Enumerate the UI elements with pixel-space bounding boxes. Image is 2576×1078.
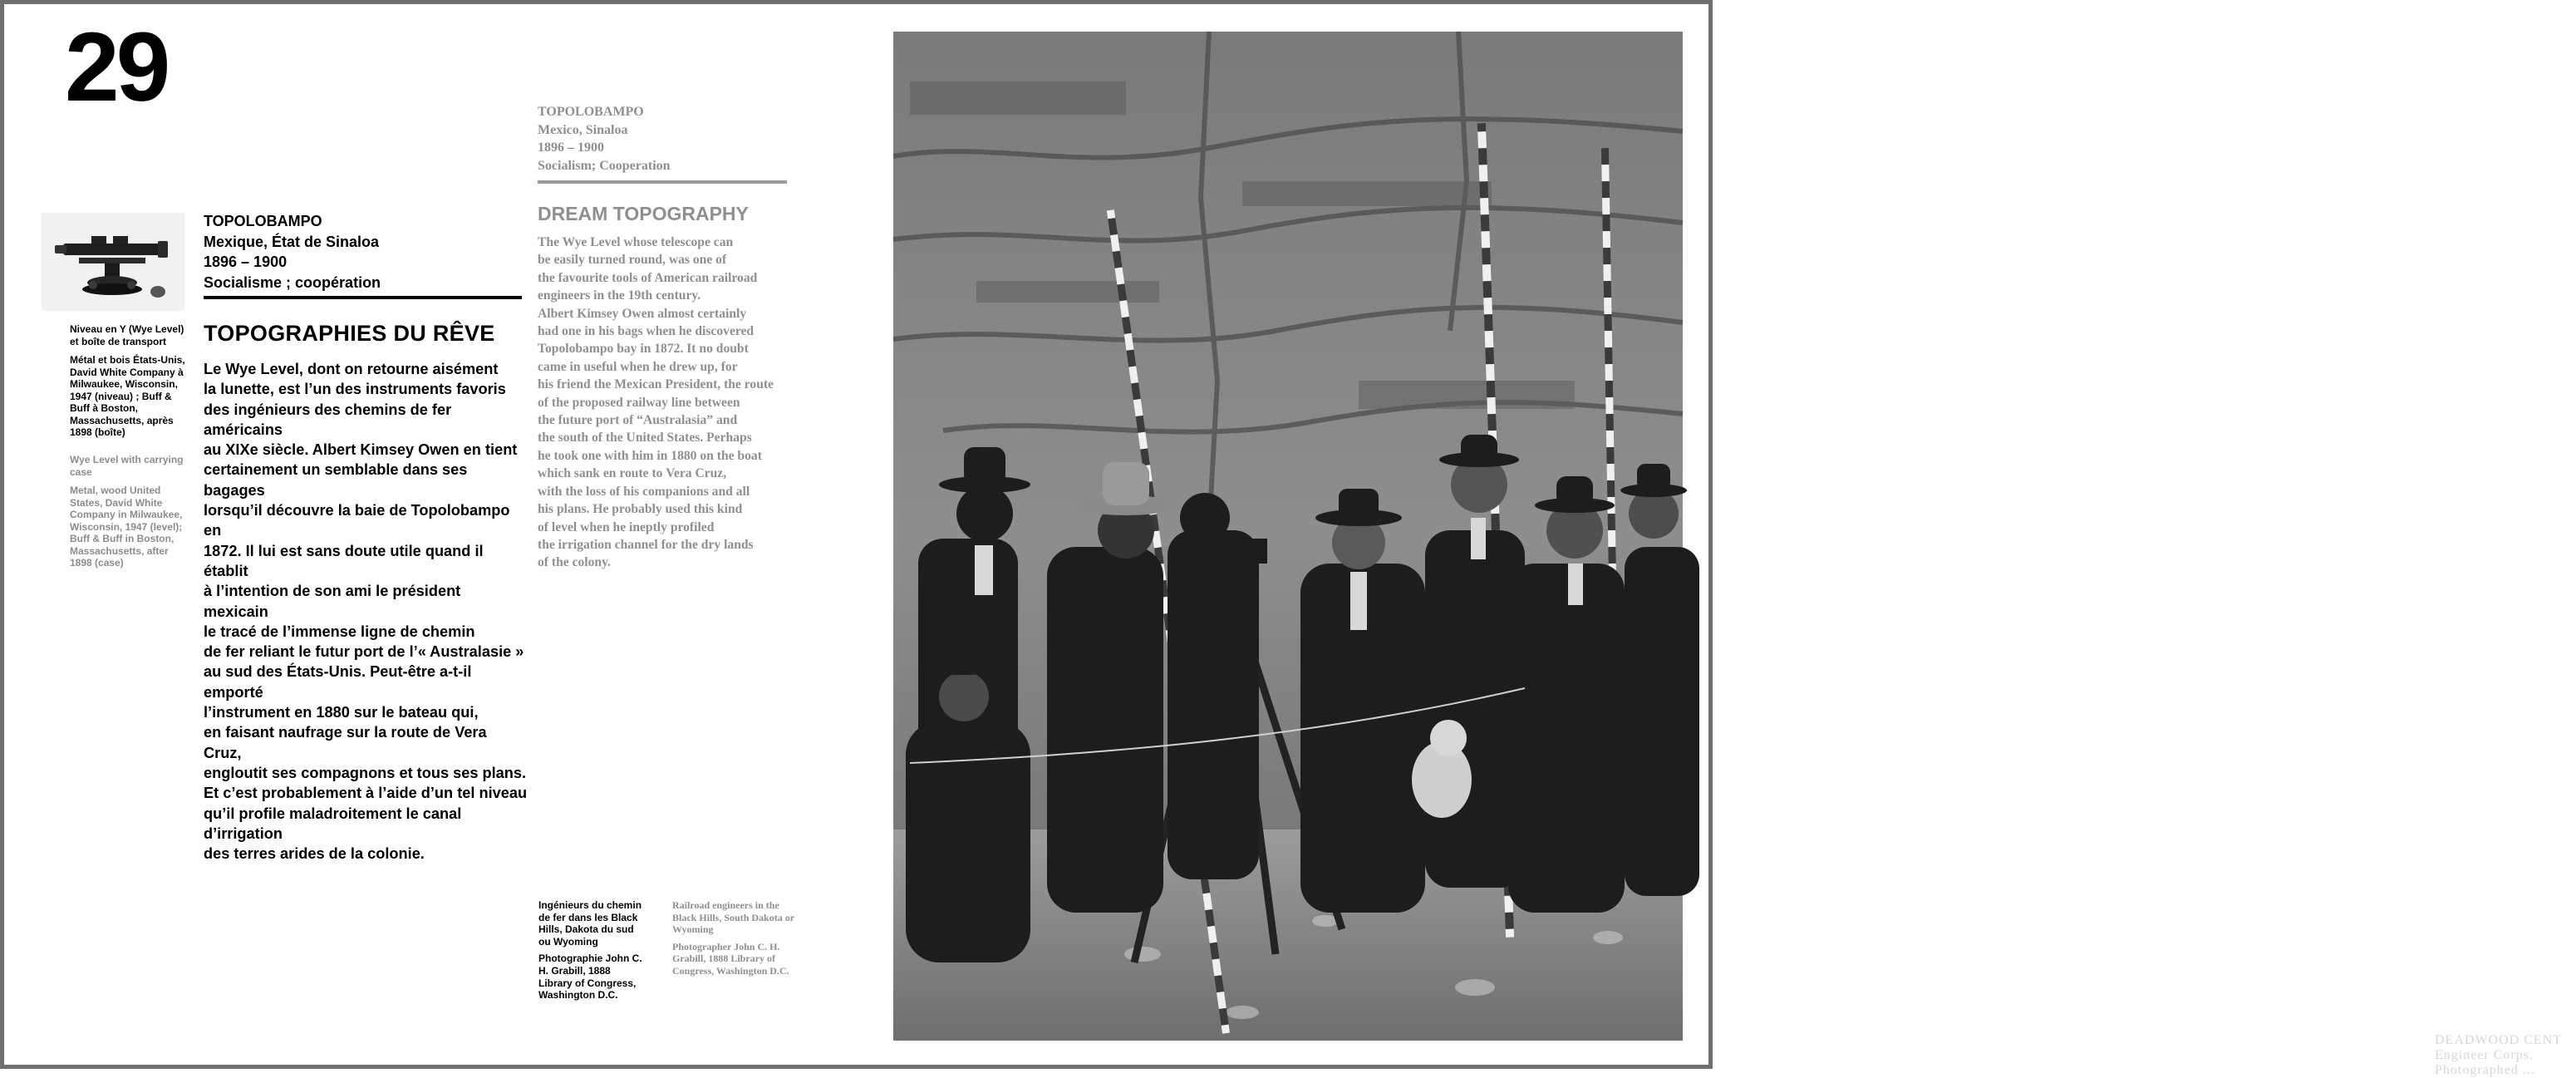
photo-caption-en-credit: Photographer John C. H. Grabill, 1888 Library of Congress, Washington D.C. [672,940,789,977]
photo-watermark [2435,1033,2576,1078]
artifact-caption-fr [70,323,193,439]
french-body: Le Wye Level, dont on retourne aisément la lunette, est l’un des instruments favoris des ingénieurs des chemins de fer américains au XIXe siècle. Albert Kimsey Owen en tient certainement un semblable dans ses bagages lorsqu’il découvre la baie de Topolobampo en 1872. Il lui est sans doute utile quand il établit à l’intention de son ami le président mexicain le tracé de l’immense ligne de chemin de fer reliant le futur port de l’« Australasie » au sud des États-Unis. Peut-être a-t-il emporté l’instrument en 1880 sur le bateau qui, en faisant naufrage sur la route de Vera Cruz, engloutit ses compagnons et tous ses plans. Et c’est probablement à l’aide d’un tel niveau qu’il profile maladroitement le canal d’irrigation des terres arides de la colonie. [204,361,528,863]
photo-watermark-line-3: Photographed ... [2435,1063,2535,1077]
artifact-caption-en [70,454,193,569]
french-meta-dates: 1896 – 1900 [204,254,288,270]
surveyor-level-icon [42,213,184,311]
photo-watermark-line-2: Engineer Corps. [2435,1048,2534,1062]
english-body: The Wye Level whose telescope can be easily turned round, was one of the favourite tools of American railroad engineers in the 19th century. Albert Kimsey Owen almost certainly had one in his bags when he discovered Topolobampo bay in 1872. It no doubt came in useful when he drew up, for his friend the Mexican President, the route of the proposed railway line between the future port of “Australasia” and the south of the United States. Perhaps he took one with him in 1880 on the boat which sank en route to Vera Cruz, with the loss of his companions and all his plans. He probably used this kind of level when he ineptly profiled the irrigation channel for the dry lands of the colony. [538,235,774,570]
french-meta [204,211,519,293]
railroad-engineers-photo [893,32,2562,1077]
photo-caption-fr-title: Ingénieurs du chemin de fer dans les Black Hills, Dakota du sud ou Wyoming [538,899,642,948]
photo-caption-en [672,899,797,977]
french-meta-theme: Socialisme ; coopération [204,273,381,291]
artifact-caption-en-title: Wye Level with carrying case [70,454,184,478]
artifact-caption-fr-details: Métal et bois États-Unis, David White Company à Milwaukee, Wisconsin, 1947 (niveau) ; Buff & Buff à Boston, Massachusetts, après 1898 (boîte) [70,354,185,438]
photo-watermark-line-1: DEADWOOD CENT [2435,1033,2562,1047]
french-meta-place: TOPOLOBAMPO [204,213,322,229]
english-meta-region: Mexico, Sinaloa [538,122,628,137]
english-meta [538,103,787,175]
photo-caption-en-title: Railroad engineers in the Black Hills, South Dakota or Wyoming [672,899,794,936]
artifact-caption-fr-title: Niveau en Y (Wye Level) et boîte de transport [70,323,184,347]
photo-caption-fr [538,899,646,1002]
english-meta-place: TOPOLOBAMPO [538,105,644,119]
french-meta-region: Mexique, État de Sinaloa [204,233,380,250]
french-title: TOPOGRAPHIES DU RÊVE [204,321,495,346]
english-meta-dates: 1896 – 1900 [538,140,604,155]
english-meta-theme: Socialism; Cooperation [538,158,671,173]
page-number: 29 [65,12,168,122]
artifact-caption-en-details: Metal, wood United States, David White Company in Milwaukee, Wisconsin, 1947 (level); Buff & Buff in Boston, Massachusetts, after 1898 (case) [70,485,183,569]
english-title: DREAM TOPOGRAPHY [538,203,749,224]
english-divider [538,180,787,184]
photo-caption-fr-credit: Photographie John C. H. Grabill, 1888 Library of Congress, Washington D.C. [538,952,642,1002]
french-divider [204,296,522,299]
